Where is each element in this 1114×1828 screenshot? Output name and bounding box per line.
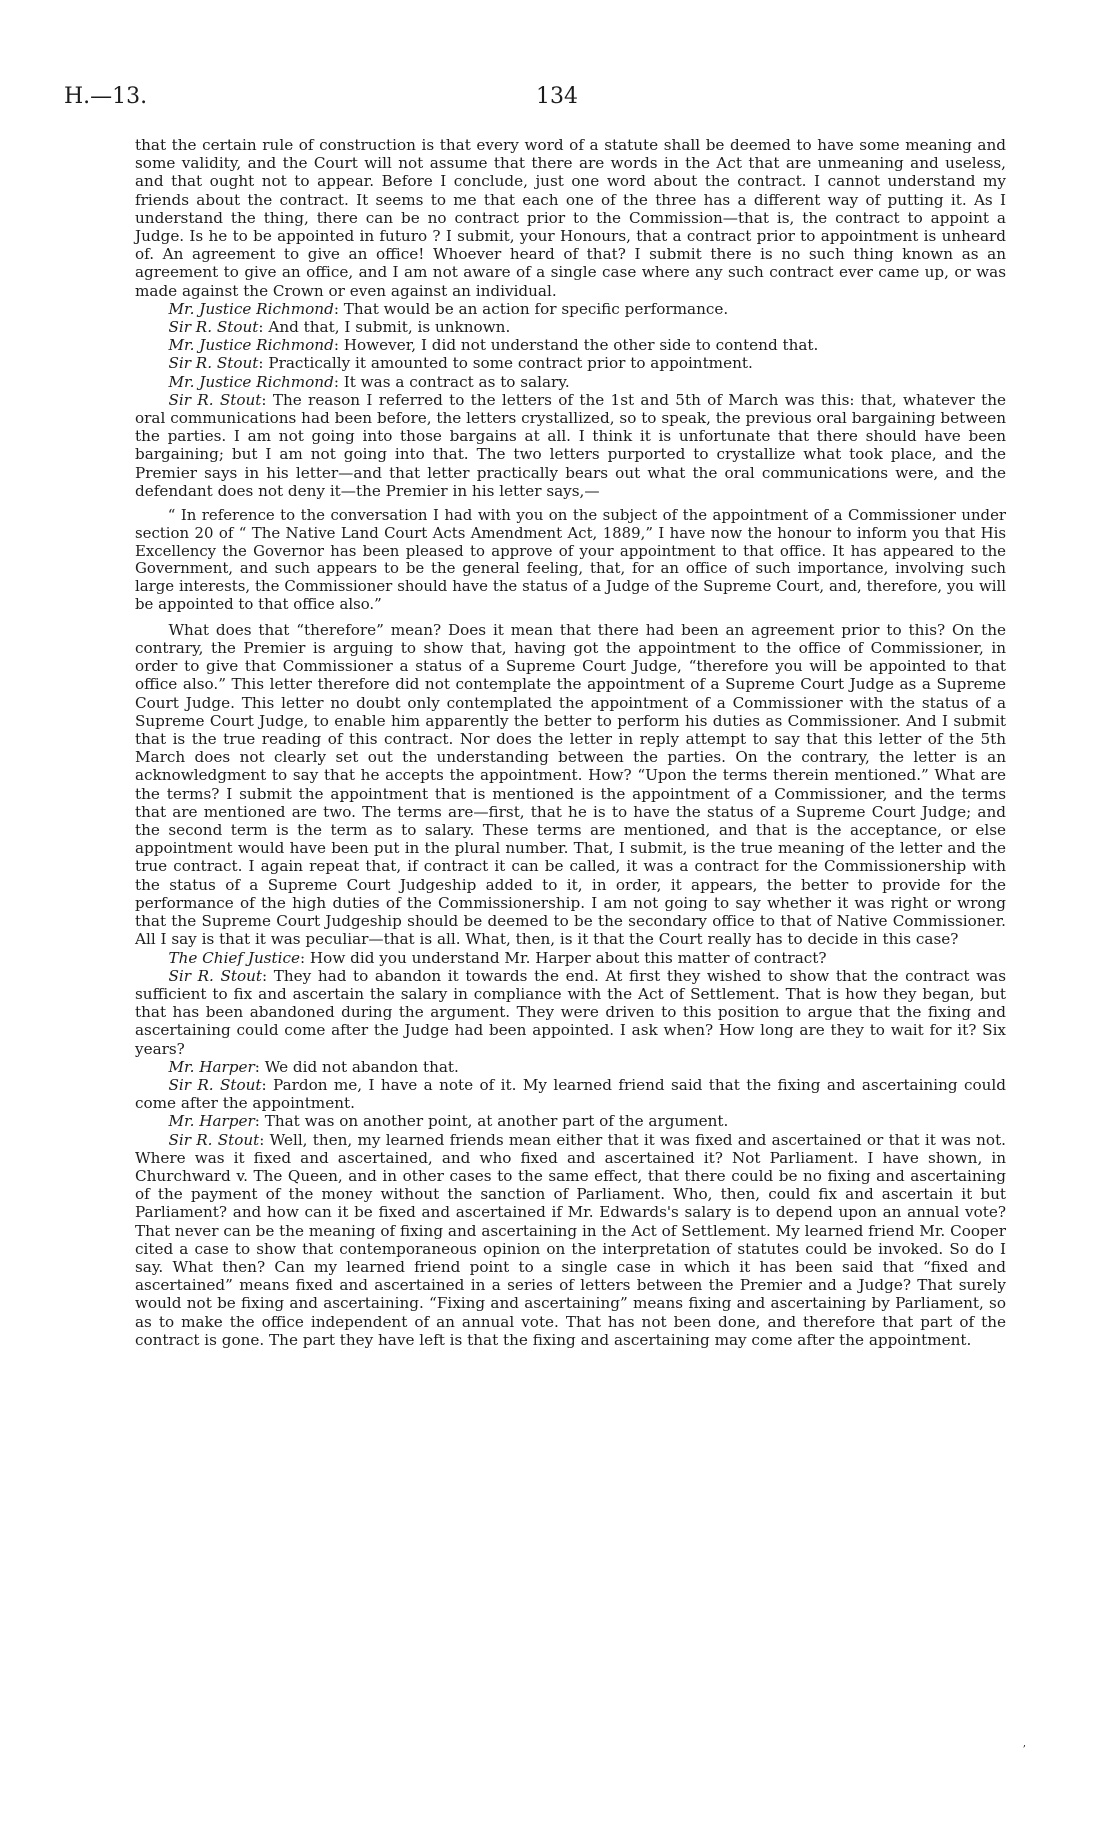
- dialogue-paragraph: [135, 336, 1006, 354]
- speaker-name: Mr. Harper: [168, 1057, 255, 1076]
- paragraph: [135, 621, 1006, 949]
- dialogue-paragraph: [135, 373, 1006, 391]
- paragraph-text: What does that “therefore” mean? Does it mean that there had been an agreement prior to this? On the contrary, the Premier is arguing to show that, having got the appointment to the office of Commissioner, in order to give that Commissioner a status of a Supreme Court Judge, “therefore you will be appointed to that office also.” This letter therefore did not contemplate the appointment of a Supreme Court Judge as a Supreme Court Judge. This letter no doubt only contemplated the appointment of a Commissioner with the status of a Supreme Court Judge, to enable him apparently the better to perform his duties as Commissioner. And I submit that is the true reading of this contract. Nor does the letter in reply attempt to say that this letter of the 5th March does not clearly set out the understanding between the parties. On the contrary, the letter is an acknowledgment to say that he accepts the appointment. How? “Upon the terms therein mentioned.” What are the terms? I submit the appointment that is mentioned is the appointment of a Commissioner, and the terms that are mentioned are two. The terms are—first, that he is to have the status of a Supreme Court Judge; and the second term is the term as to salary. These terms are mentioned, and that is the acceptance, or else appointment would have been put in the plural number. That, I submit, is the true meaning of the letter and the true contract. I again repeat that, if contract it can be called, it was a contract for the Commissionership with the status of a Supreme Court Judgeship added to it, in order, it appears, the better to provide for the performance of the high duties of the Commissionership. I am not going to say whether it was right or wrong that the Supreme Court Judgeship should be deemed to be the secondary office to that of Native Commissioner. All I say is that it was peculiar—that is all. What, then, is it that the Court really has to decide in this case?: [135, 620, 1006, 949]
- speaker-name: Sir R. Stout: [168, 1075, 262, 1094]
- dialogue-paragraph: [135, 1076, 1006, 1112]
- paragraph: [135, 136, 1006, 300]
- speaker-name: Sir R. Stout: [168, 1130, 260, 1149]
- dialogue-paragraph: [135, 391, 1006, 500]
- paragraph-text: : How did you understand Mr. Harper about this matter of contract?: [299, 948, 827, 967]
- speaker-name: Sir R. Stout: [168, 318, 259, 337]
- dialogue-paragraph: [135, 300, 1006, 318]
- paragraph-text: : We did not abandon that.: [254, 1057, 459, 1076]
- dialogue-paragraph: [135, 967, 1006, 1058]
- dialogue-paragraph: [135, 318, 1006, 336]
- dialogue-paragraph: [135, 354, 1006, 372]
- speaker-name: Mr. Justice Richmond: [168, 336, 334, 355]
- paragraph-text: : Practically it amounted to some contract prior to appointment.: [258, 354, 753, 373]
- speaker-name: Mr. Justice Richmond: [168, 299, 334, 318]
- speaker-name: Mr. Justice Richmond: [168, 372, 334, 391]
- page-header: [64, 84, 1050, 114]
- paragraph-text: : Pardon me, I have a note of it. My learned friend said that the fixing and ascertaining could come after the appointment.: [135, 1075, 1006, 1113]
- speaker-name: Sir R. Stout: [168, 966, 263, 985]
- paragraph-text: “ In reference to the conversation I had with you on the subject of the appointment of a Commissioner under section 20 of “ The Native Land Court Acts Amendment Act, 1889,” I have now the honour to inform you that His Excellency the Governor has been pleased to approve of your appointment to that office. It has appeared to the Government, and such appears to be the general feeling, that, for an office of such importance, involving such large interests, the Commissioner should have the status of a Judge of the Supreme Court, and, therefore, you will be appointed to that office also.”: [135, 506, 1006, 614]
- paragraph-text: : However, I did not understand the other side to contend that.: [333, 336, 819, 355]
- dialogue-paragraph: [135, 1112, 1006, 1130]
- body-text: [135, 136, 1006, 1349]
- speaker-name: The Chief Justice: [168, 948, 300, 967]
- paragraph-text: : And that, I submit, is unknown.: [258, 318, 511, 337]
- speaker-name: Sir R. Stout: [168, 354, 259, 373]
- paragraph-text: : They had to abandon it towards the end. At first they wished to show that the contract was sufficient to fix and ascertain the salary in compliance with the Act of Settlement. That is how they began, but that has been abandoned during the argument. They were driven to this position to argue that the fixing and ascertaining could come after the Judge had been appointed. I ask when? How long are they to wait for it? Six years?: [135, 966, 1006, 1058]
- quoted-letter: [135, 507, 1006, 614]
- page-number: 134: [536, 84, 578, 109]
- speaker-name: Sir R. Stout: [168, 390, 262, 409]
- paragraph-text: : The reason I referred to the letters of the 1st and 5th of March was this: that, whatever the oral communications had been before, the letters crystallized, so to speak, the previous oral bargaining between the parties. I am not going into those bargains at all. I think it is unfortunate that there should have been bargaining; but I am not going into that. The two letters purported to crystallize what took place, and the Premier says in his letter—and that letter practically bears out what the oral communications were, and the defendant does not deny it—the Premier in his letter says,—: [135, 390, 1006, 500]
- dialogue-paragraph: [135, 1131, 1006, 1349]
- paragraph-text: : It was a contract as to salary.: [333, 372, 570, 391]
- page-mark: ,: [1022, 1738, 1026, 1749]
- document-reference: H.—13.: [64, 84, 148, 109]
- dialogue-paragraph: [135, 949, 1006, 967]
- dialogue-paragraph: [135, 1058, 1006, 1076]
- paragraph-text: that the certain rule of construction is that every word of a statute shall be deemed to have some meaning and some validity, and the Court will not assume that there are words in the Act that are unmeaning and useless, and that ought not to appear. Before I conclude, just one word about the contract. I cannot understand my friends about the contract. It seems to me that each one of the three has a different way of putting it. As I understand the thing, there can be no contract prior to the Commission—that is, the contract to appoint a Judge. Is he to be appointed in futuro ? I submit, your Honours, that a contract prior to appointment is unheard of. An agreement to give an office! Whoever heard of that? I submit there is no such thing known as an agreement to give an office, and I am not aware of a single case where any such contract ever came up, or was made against the Crown or even against an individual.: [135, 136, 1006, 300]
- paragraph-text: : That was on another point, at another part of the argument.: [254, 1112, 729, 1131]
- speaker-name: Mr. Harper: [168, 1112, 255, 1131]
- paragraph-text: : That would be an action for specific performance.: [333, 299, 729, 318]
- paragraph-text: : Well, then, my learned friends mean either that it was fixed and ascertained or that it was not. Where was it fixed and ascertained, and who fixed and ascertained it? Not Parliament. I have shown, in Churchward v. The Queen, and in other cases to the same effect, that there could be no fixing and ascertaining of the payment of the money without the sanction of Parliament. Who, then, could fix and ascertain it but Parliament? and how can it be fixed and ascertained if Mr. Edwards's salary is to depend upon an annual vote? That never can be the meaning of fixing and ascertaining in the Act of Settlement. My learned friend Mr. Cooper cited a case to show that contemporaneous opinion on the interpretation of statutes could be invoked. So do I say. What then? Can my learned friend point to a single case in which it has been said that “fixed and ascertained” means fixed and ascertained in a series of letters between the Premier and a Judge? That surely would not be fixing and ascertaining. “Fixing and ascertaining” means fixing and ascertaining by Parliament, so as to make the office independent of an annual vote. That has not been done, and therefore that part of the contract is gone. The part they have left is that the fixing and ascertaining may come after the appointment.: [135, 1130, 1006, 1349]
